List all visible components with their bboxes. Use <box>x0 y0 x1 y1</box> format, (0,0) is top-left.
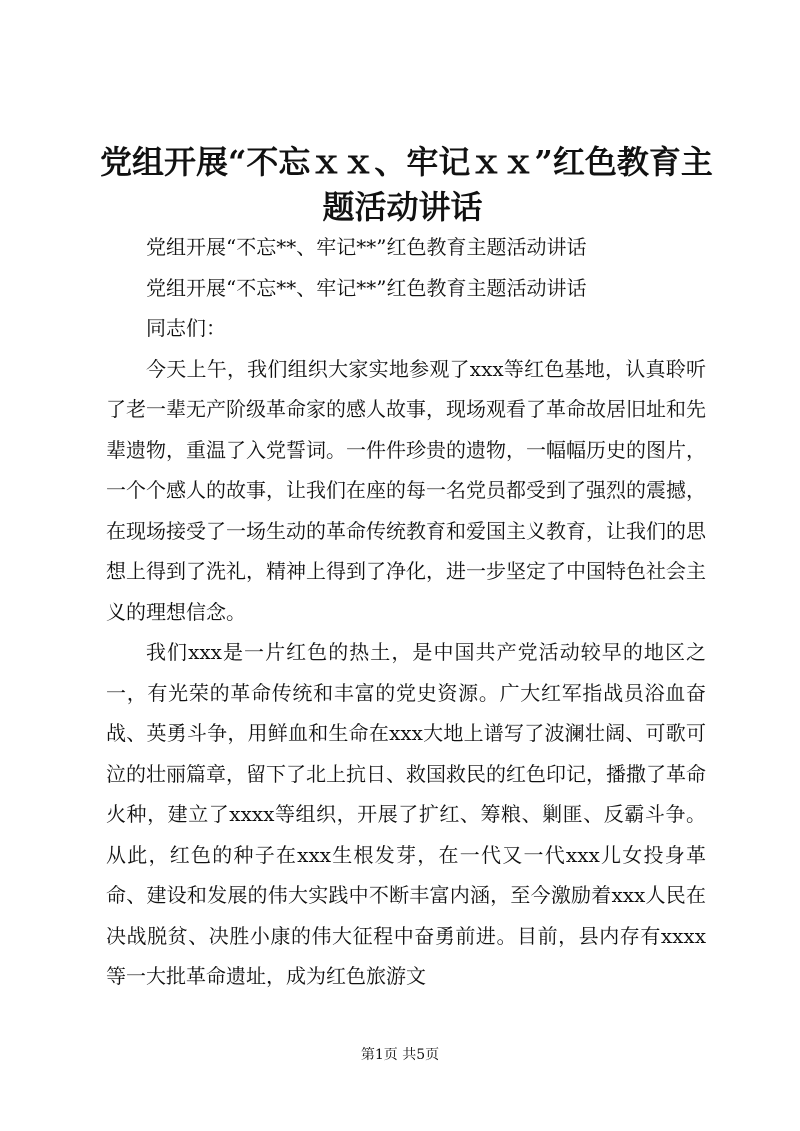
salutation: 同志们： <box>146 316 226 340</box>
title-line-2: 题活动讲话 <box>322 188 483 226</box>
document-title <box>100 140 713 230</box>
body-paragraph: 今天上午，我们组织大家实地参观了xxx等红色基地，认真聆听了老一辈无产阶级革命家的感人故事，现场观看了革命故居旧址和先辈遗物，重温了入党誓词。一件件珍贵的遗物，一幅幅历史的图片，一个个感人的故事，让我们在座的每一名党员都受到了强烈的震撼，在现场接受了一场生动的革命传统教育和爱国主义教育，让我们的思想上得到了洗礼，精神上得到了净化，进一步坚定了中国特色社会主义的理想信念。 <box>106 356 706 624</box>
subtitle-line: 党组开展“不忘**、牢记**”红色教育主题活动讲话 <box>146 235 587 259</box>
title-line-1: 党组开展“不忘ｘｘ、牢记ｘｘ”红色教育主 <box>100 143 713 181</box>
page-number-footer: 第1页 共5页 <box>360 1047 440 1063</box>
body-paragraph: 我们xxx是一片红色的热土，是中国共产党活动较早的地区之一，有光荣的革命传统和丰富的党史资源。广大红军指战员浴血奋战、英勇斗争，用鲜血和生命在xxx大地上谱写了波澜壮阔、可歌可泣的壮丽篇章，留下了北上抗日、救国救民的红色印记，播撒了革命火种，建立了xxxx等组织，开展了扩红、筹粮、剿匪、反霸斗争。从此，红色的种子在xxx生根发芽，在一代又一代xxx儿女投身革命、建设和发展的伟大实践中不断丰富内涵，至今激励着xxx人民在决战脱贫、决胜小康的伟大征程中奋勇前进。目前，县内存有xxxx等一大批革命遗址，成为红色旅游文 <box>106 640 706 988</box>
document-body <box>106 227 706 997</box>
subtitle-line: 党组开展“不忘**、牢记**”红色教育主题活动讲话 <box>146 275 587 300</box>
